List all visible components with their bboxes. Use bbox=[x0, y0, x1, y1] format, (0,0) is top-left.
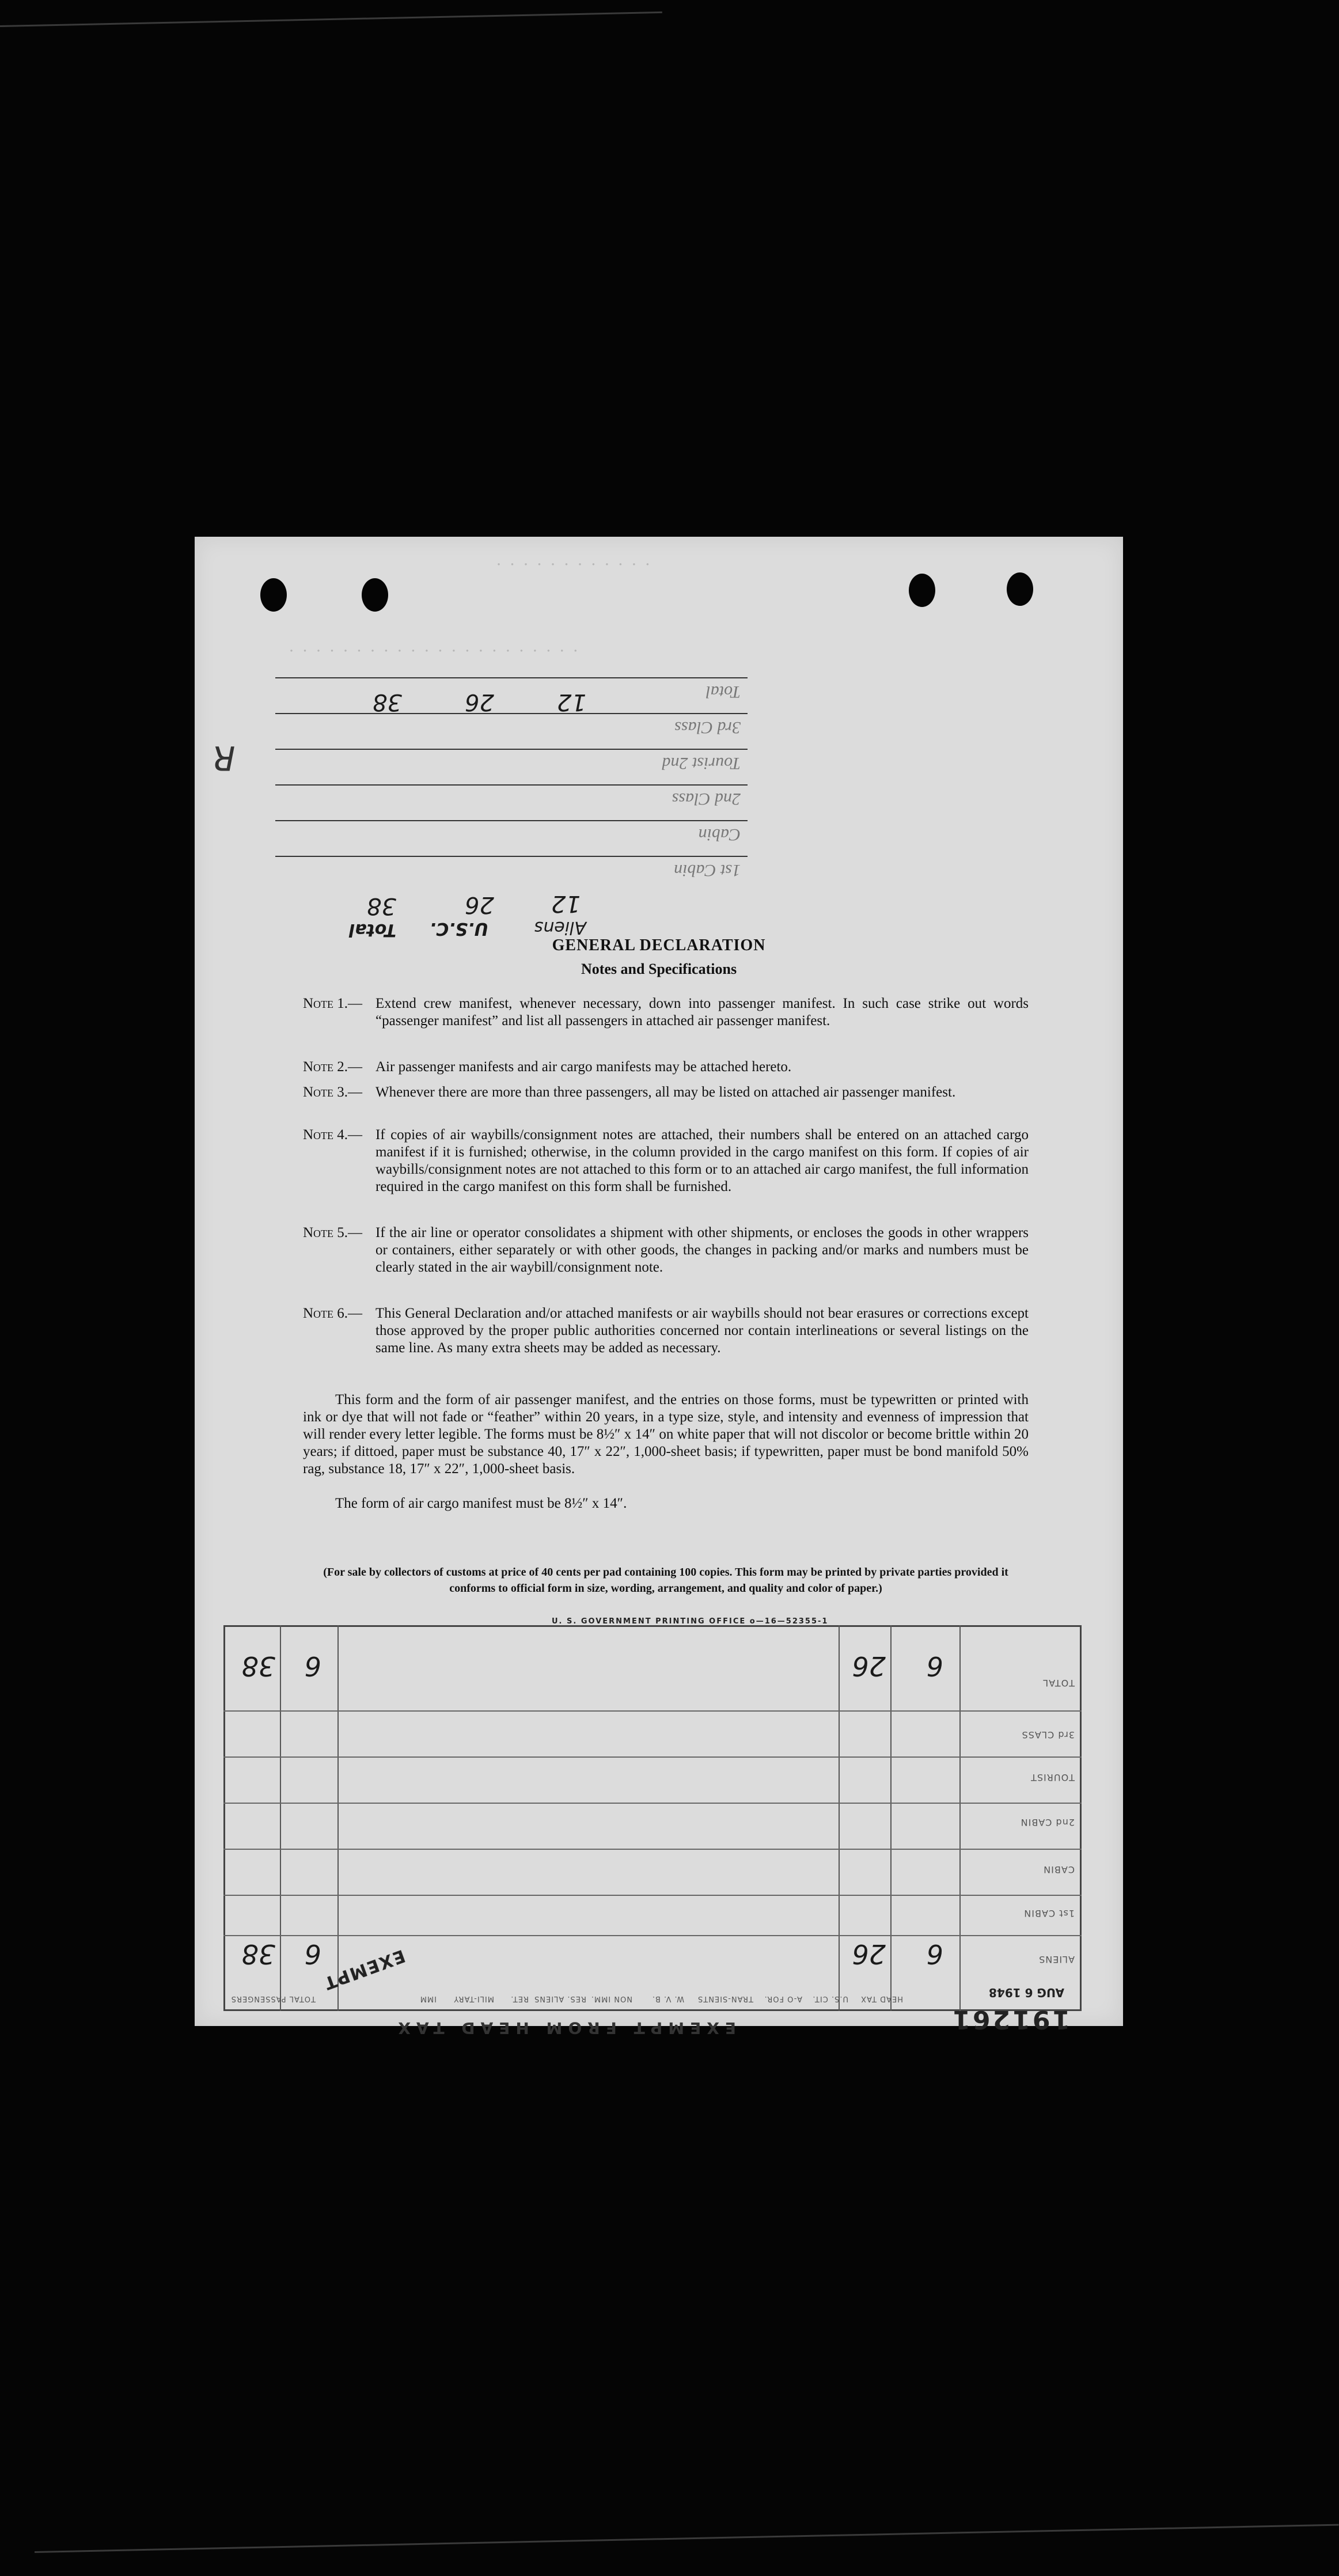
column-header: RES. ALIENS bbox=[534, 1994, 586, 2003]
tally-header-label: U.S.C. bbox=[429, 919, 488, 939]
passenger-summary-table bbox=[223, 1625, 1082, 2038]
tally-header-value: 26 bbox=[465, 891, 494, 918]
note-5 bbox=[303, 1224, 1029, 1276]
margin-mark: R bbox=[212, 738, 236, 777]
note-text: Air passenger manifests and air cargo manifests may be attached hereto. bbox=[375, 1059, 792, 1075]
row-label: TOTAL bbox=[1042, 1678, 1075, 1689]
tally-total-aliens: 12 bbox=[557, 689, 586, 715]
show-through-text: · · · · · · · · · · · · · · · · · · · · · · bbox=[287, 641, 579, 660]
column-rule bbox=[839, 1625, 840, 2011]
total-row-value: 26 bbox=[852, 1651, 886, 1682]
cargo-form-size: The form of air cargo manifest must be 8½″ x 14″. bbox=[335, 1496, 627, 1511]
note-1 bbox=[303, 995, 1029, 1030]
aliens-row-value: 38 bbox=[241, 1938, 275, 1970]
declaration-title: GENERAL DECLARATION bbox=[552, 936, 766, 954]
note-text: If copies of air waybills/consignment notes are attached, their numbers shall be entered on an attached cargo manifest if it is furnished; otherwise, in the column provided in the cargo manifest on this form. If copies of air waybills/consignment notes are not attached to this form or to an attached air cargo manifest, the full information required in the cargo manifest on this form shall be furnished. bbox=[375, 1127, 1029, 1194]
sale-note: (For sale by collectors of customs at price of 40 cents per pad containing 100 copies. This form may be printed by private parties provided it conforms to official form in size, wording, arrangement, and quality and color of paper.) bbox=[323, 1566, 1008, 1595]
tally-header-label: Total bbox=[348, 920, 396, 940]
aliens-row-value: 6 bbox=[926, 1938, 943, 1970]
punch-hole bbox=[1007, 572, 1033, 606]
tally-row bbox=[275, 856, 748, 888]
stamp-exempt: EXEMPT bbox=[320, 1945, 408, 1994]
row-rule bbox=[223, 1895, 1082, 1896]
row-rule bbox=[223, 1803, 1082, 1804]
row-rule bbox=[223, 1849, 1082, 1850]
tally-row-label: 1st Cabin bbox=[674, 861, 741, 880]
tally-row-label: Total bbox=[705, 682, 741, 701]
tally-header-label: Aliens bbox=[534, 917, 586, 938]
tally-row-label: Cabin bbox=[698, 825, 741, 844]
show-through-text: · · · · · · · · · · · · bbox=[494, 555, 651, 574]
declaration-subtitle: Notes and Specifications bbox=[581, 961, 737, 977]
note-label: Note 2.— bbox=[303, 1059, 363, 1075]
punch-hole bbox=[362, 578, 388, 612]
column-rule bbox=[280, 1625, 281, 2011]
row-label: 2nd CABIN bbox=[1020, 1817, 1075, 1828]
scan-edge-top bbox=[0, 12, 662, 27]
tally-row bbox=[275, 713, 748, 745]
column-header: A-O FOR. bbox=[764, 1994, 802, 2003]
row-rule bbox=[223, 1710, 1082, 1712]
punch-hole bbox=[260, 578, 287, 612]
note-label: Note 5.— bbox=[303, 1225, 363, 1240]
aliens-row-value: 26 bbox=[852, 1938, 886, 1970]
column-header: TRAN-SIENTS bbox=[697, 1994, 753, 2003]
tally-total-total: 38 bbox=[373, 689, 402, 715]
tally-total-usc: 26 bbox=[465, 689, 494, 715]
note-6 bbox=[303, 1305, 1029, 1357]
aliens-row-value: 6 bbox=[304, 1938, 321, 1970]
stamp-footer: EXEMPT FROM HEAD TAX bbox=[392, 2019, 736, 2038]
punch-hole bbox=[909, 574, 935, 607]
column-header: NON IMM. bbox=[590, 1994, 632, 2003]
total-row-value: 38 bbox=[241, 1651, 275, 1682]
note-text: Whenever there are more than three passengers, all may be listed on attached air passenger manifest. bbox=[375, 1084, 956, 1100]
row-label: TOURIST bbox=[1030, 1772, 1075, 1783]
tally-header-value: 38 bbox=[367, 893, 396, 919]
note-text: If the air line or operator consolidates a shipment with other shipments, or encloses the goods in other wrappers or containers, either separately or with other goods, the changes in packing and/or marks and numbers must be clearly stated in the air waybill/consignment note. bbox=[375, 1225, 1029, 1275]
class-tally-table bbox=[275, 669, 748, 940]
table-frame bbox=[223, 1625, 1082, 2011]
column-header: U.S. CIT. bbox=[812, 1994, 848, 2003]
stamp-date: AUG 6 1948 bbox=[988, 1986, 1064, 2000]
tally-row bbox=[275, 677, 748, 710]
row-label: 3rd CLASS bbox=[1021, 1729, 1075, 1740]
column-header: TOTAL PASSENGERS bbox=[230, 1994, 316, 2003]
column-header: MILI-TARY bbox=[453, 1994, 494, 2003]
tally-header-value: 12 bbox=[551, 890, 581, 917]
note-label: Note 4.— bbox=[303, 1127, 363, 1143]
column-rule bbox=[337, 1625, 339, 2011]
row-label: CABIN bbox=[1043, 1864, 1075, 1875]
tally-row-label: 2nd Class bbox=[672, 790, 741, 809]
row-label: ALIENS bbox=[1038, 1954, 1075, 1965]
note-label: Note 3.— bbox=[303, 1084, 363, 1100]
stamp-number: 191261 bbox=[950, 2005, 1070, 2034]
column-header: W. V. B. bbox=[651, 1994, 684, 2003]
column-header: HEAD TAX bbox=[860, 1994, 903, 2003]
note-3 bbox=[303, 1084, 1029, 1101]
gpo-imprint: U. S. GOVERNMENT PRINTING OFFICE o—16—52355-1 bbox=[552, 1617, 829, 1626]
tally-row-label: 3rd Class bbox=[674, 718, 741, 737]
column-rule bbox=[959, 1625, 961, 2011]
column-rule bbox=[890, 1625, 892, 2011]
tally-row bbox=[275, 820, 748, 852]
forms-requirements-paragraph: This form and the form of air passenger manifest, and the entries on those forms, must be typewritten or printed with ink or dye that will not fade or “feather” within 20 years, in a type size, style, and intensity and evenness of impression that will render every letter legible. The forms must be 8½″ x 14″ on white paper that will not discolor or become brittle within 20 years; if dittoed, paper must be substance 40, 17″ x 22″, 1,000-sheet basis; if typewritten, paper must be bond manifold 50% rag, substance 18, 17″ x 22″, 1,000-sheet basis. bbox=[303, 1392, 1029, 1477]
scan-edge-bottom bbox=[35, 2524, 1339, 2553]
tally-row bbox=[275, 784, 748, 817]
row-label: 1st CABIN bbox=[1023, 1908, 1075, 1919]
note-text: This General Declaration and/or attached manifests or air waybills should not bear erasures or corrections except those approved by the proper public authorities concerned nor contain interlineations or several listings on the same line. As many extra sheets may be added as necessary. bbox=[375, 1306, 1029, 1356]
column-header: RET. bbox=[510, 1994, 529, 2003]
note-2 bbox=[303, 1059, 1029, 1076]
document-page bbox=[195, 537, 1123, 2038]
note-label: Note 6.— bbox=[303, 1306, 363, 1321]
row-rule bbox=[223, 1935, 1082, 1936]
total-row-value: 6 bbox=[304, 1651, 321, 1682]
row-rule bbox=[223, 1756, 1082, 1758]
note-text: Extend crew manifest, whenever necessary, down into passenger manifest. In such case strike out words “passenger manifest” and list all passengers in attached air passenger manifest. bbox=[375, 996, 1029, 1029]
note-label: Note 1.— bbox=[303, 996, 363, 1011]
tally-row-label: Tourist 2nd bbox=[662, 754, 741, 773]
tally-row bbox=[275, 749, 748, 781]
column-header: IMM bbox=[419, 1994, 437, 2003]
note-4 bbox=[303, 1126, 1029, 1196]
total-row-value: 6 bbox=[926, 1651, 943, 1682]
